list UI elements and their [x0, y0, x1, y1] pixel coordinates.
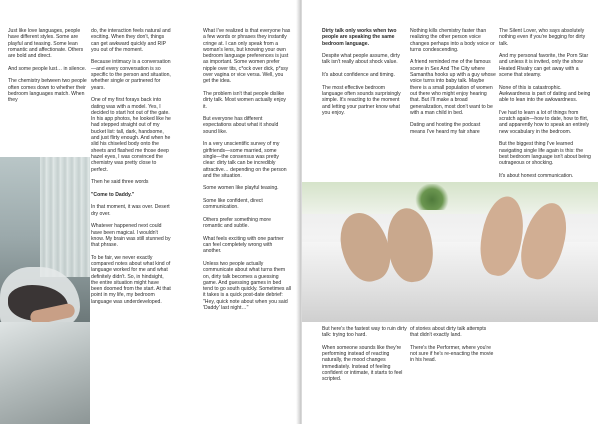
paragraph: The most effective bedroom language often sounds surprisingly simple. It's reacting to the moment and letting your partner know what you enjoy.: [322, 84, 401, 116]
paragraph: The chemistry between two people often comes down to whether their bedroom languages match. When they: [8, 78, 87, 104]
paragraph: It's about confidence and timing.: [322, 72, 395, 79]
paragraph: Others prefer something more romantic and subtle.: [203, 216, 271, 230]
paragraph: There's the Performer, where you're not sure if he's re-enacting the movie in his head.: [410, 344, 494, 364]
paragraph: But everyone has different expectations about what it should sound like.: [203, 116, 279, 135]
right-column-2-lower: [410, 326, 496, 416]
paragraph: It's about honest communication.: [499, 172, 574, 179]
left-column-2: [91, 28, 171, 424]
paragraph: Some like confident, direct communication.: [203, 198, 263, 211]
paragraph: Because intimacy is a conversation—and every conversation is so specific to the person and situation, whether single or partnered for years.: [91, 59, 171, 91]
paragraph: Then he said three words: [91, 179, 149, 186]
feet-on-bed-photo: [302, 182, 598, 322]
paragraph: Nothing kills chemistry faster than realizing the other person voice changes perhaps into a body voice or turns condescending.: [410, 28, 495, 53]
paragraph: Despite what people assume, dirty talk isn't really about shock value.: [322, 53, 400, 66]
paragraph: And my personal favorite, the Porn Star and unless it is invited, only the show Heated Rivalry can get away with a scene that steamy.: [499, 53, 589, 79]
right-column-1-lower: [322, 326, 408, 416]
paragraph: Dating and hosting the podcast means I've heard my fair share: [410, 122, 481, 135]
paragraph: To be fair, we never exactly compared notes about what kind of language worked for me and what definitely didn't. So, in hindsight, the entire situation might have been doomed from the start. At that point in my life, my bedroom language was underdeveloped.: [91, 254, 171, 305]
paragraph: But here's the fastest way to ruin dirty talk: trying too hard.: [322, 326, 407, 339]
paragraph: Some women like playful teasing.: [203, 185, 279, 192]
paragraph: I've had to learn a lot of things from scratch again—how to date, how to flirt, and apparently how to speak an entirely new vocabulary in the bedroom.: [499, 109, 590, 135]
paragraph: A friend reminded me of the famous scene in Sex And The City where Samantha hooks up with a guy whose voice turns into baby talk. Maybe there is a small population of women out there who might enjoy hearing that. But I'll make a broad generalization, most don't want to be with a man child in bed.: [410, 59, 496, 116]
paragraph: In a very unscientific survey of my girlfriends—some married, some single—the consensus was pretty clear: dirty talk can be incredibly attractive… depending on the person and the situation.: [203, 141, 287, 179]
paragraph: One of my first forays back into dating was with a model. Yes, I decided to start hot out of the gate. In his app photos, he looked like he had stepped straight out of my bucket list: tall, dark, handsome, and just flirty enough. And when he slid his chiseled body onto the sheets and flashed me those deep hazel eyes, I was convinced the chemistry was pretty close to perfect.: [91, 97, 171, 173]
paragraph: of stories about dirty talk attempts that didn't exactly land.: [410, 326, 487, 339]
paragraph: In that moment, it was over. Desert dry over.: [91, 204, 170, 217]
paragraph: "Come to Daddy.": [91, 191, 135, 198]
right-page: [302, 0, 600, 424]
paragraph: But the biggest thing I've learned navigating single life again is this: the best bedroom language isn't about being outrageous or shocking.: [499, 141, 591, 167]
paragraph: None of this is catastrophic. Awkwardness is part of dating and being able to lean into the awkwardness.: [499, 84, 591, 104]
paragraph: Unless two people actually communicate about what turns them on, dirty talk becomes a guessing game. And guessing games in bed tend to go south quickly. Sometimes all it takes is a quick post-date debrief: "Hey, quick note about when you said 'Daddy' last night…": [203, 260, 291, 312]
paragraph: What feels exciting with one partner can feel completely wrong with another.: [203, 235, 284, 255]
paragraph: Just like love languages, people have different styles. Some are playful and teasing. Some lean romantic and affectionate. Others are bold and direct.: [8, 28, 84, 60]
paragraph: Dirty talk only works when two people are speaking the same bedroom language.: [322, 28, 397, 47]
left-column-3: [203, 28, 291, 424]
paragraph: When someone sounds like they're performing instead of reacting naturally, the mood changes immediately. Instead of feeling confident or intimate, it starts to feel scripted.: [322, 344, 403, 383]
paragraph: The Silent Lover, who says absolutely nothing even if you're begging for dirty talk.: [499, 28, 586, 47]
paragraph: And some people lust… in silence.: [8, 65, 87, 72]
right-column-2: [410, 28, 496, 204]
woman-on-bed-photo: [0, 157, 90, 424]
paragraph: Whatever happened next could have been magical. I wouldn't know. My brain was still stunned by that phrase.: [91, 223, 171, 249]
paragraph: do, the interaction feels natural and exciting. When they don't, things can get awkward quickly and RIP you out of the moment.: [91, 28, 171, 53]
paragraph: What I've realized is that everyone has a few words or phrases they instantly cringe at. I can only speak from a woman's lens, but knowing your own bedroom language preferences is just as important. Some women prefer nipple over tits, c*ock over dick, p*ssy over vagina or vice versa. Well, you get the idea.: [203, 28, 291, 85]
paragraph: The problem isn't that people dislike dirty talk. Most women actually enjoy it.: [203, 90, 286, 110]
